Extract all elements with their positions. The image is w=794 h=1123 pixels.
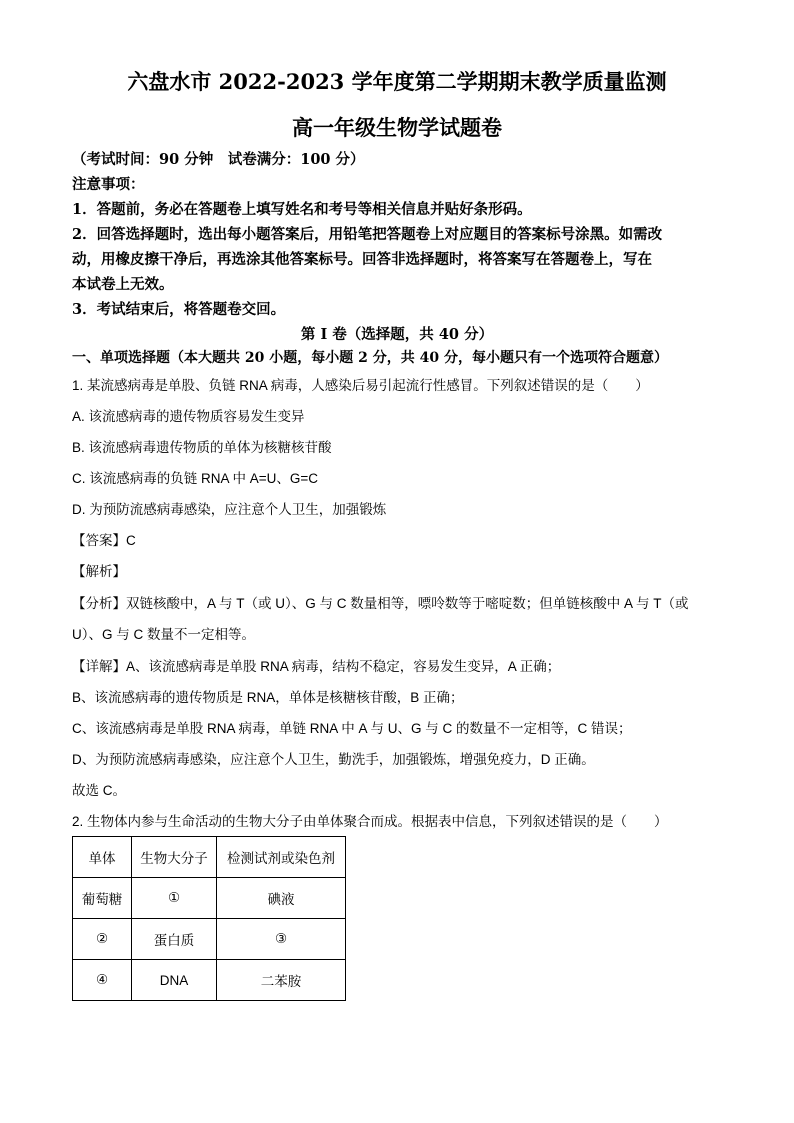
table-cell: ② (73, 919, 132, 960)
notice-item: 2．回答选择题时，选出每小题答案后，用铅笔把答题卷上对应题目的答案标号涂黑。如需改 (72, 226, 663, 243)
table-cell: ③ (217, 919, 346, 960)
fenxi-label: 【分析】 (72, 596, 126, 611)
table-cell: ① (132, 878, 217, 919)
answer-line (72, 529, 136, 549)
section-title: 第 I 卷（选择题，共 40 分） (300, 326, 494, 343)
table-cell: 二苯胺 (217, 960, 346, 1001)
detail-label: 【详解】 (72, 659, 126, 674)
table-header-cell: 检测试剂或染色剂 (217, 837, 346, 878)
fenxi-line (72, 592, 689, 612)
detail-line (72, 655, 560, 675)
notice-item: 1．答题前，务必在答题卷上填写姓名和考号等相关信息并贴好条形码。 (72, 201, 532, 218)
conclusion: 故选 C。 (72, 783, 126, 798)
detail-b: B、该流感病毒的遗传物质是 RNA，单体是核糖核苷酸，B 正确； (72, 690, 464, 705)
notice-heading: 注意事项： (72, 176, 145, 193)
question-1-option-d: D. 为预防流感病毒感染，应注意个人卫生，加强锻炼 (72, 502, 387, 517)
table-cell: 蛋白质 (132, 919, 217, 960)
table-cell: DNA (132, 960, 217, 1001)
question-1-option-a: A. 该流感病毒的遗传物质容易发生变异 (72, 409, 305, 424)
table-cell: 葡萄糖 (73, 878, 132, 919)
fenxi-text-cont: U）、G 与 C 数量不一定相等。 (72, 627, 256, 642)
exam-info: （考试时间：90 分钟 试卷满分：100 分） (72, 151, 365, 168)
table-cell: ④ (73, 960, 132, 1001)
table-row (73, 878, 346, 919)
notice-item: 动，用橡皮擦干净后，再选涂其他答案标号。回答非选择题时，将答案写在答题卷上，写在 (72, 251, 652, 268)
question-1-stem: 1. 某流感病毒是单股、负链 RNA 病毒，人感染后易引起流行性感冒。下列叙述错误的是（ ） (72, 378, 649, 393)
fenxi-text: 双链核酸中，A 与 T（或 U）、G 与 C 数量相等，嘌呤数等于嘧啶数；但单链核酸中 A 与 T（或 (126, 596, 689, 611)
table-header-row (73, 837, 346, 878)
question-2-table (72, 836, 346, 1001)
answer-label: 【答案】 (72, 533, 126, 548)
analysis-label: 【解析】 (72, 564, 126, 579)
table-row (73, 919, 346, 960)
notice-item: 3．考试结束后，将答题卷交回。 (72, 301, 286, 318)
exam-subtitle: 高一年级生物学试题卷 (292, 115, 502, 140)
notice-item: 本试卷上无效。 (72, 276, 174, 293)
question-1-option-b: B. 该流感病毒遗传物质的单体为核糖核苷酸 (72, 440, 332, 455)
detail-d: D、为预防流感病毒感染，应注意个人卫生，勤洗手，加强锻炼，增强免疫力，D 正确。 (72, 752, 595, 767)
table-header-cell: 单体 (73, 837, 132, 878)
table-row (73, 960, 346, 1001)
table-cell: 碘液 (217, 878, 346, 919)
answer-value: C (126, 533, 136, 548)
table-header-cell: 生物大分子 (132, 837, 217, 878)
part-heading: 一、单项选择题（本大题共 20 小题，每小题 2 分，共 40 分，每小题只有一个选项符合题意） (72, 350, 668, 366)
question-2-stem: 2. 生物体内参与生命活动的生物大分子由单体聚合而成。根据表中信息，下列叙述错误的是（ ） (72, 814, 668, 829)
detail-c: C、该流感病毒是单股 RNA 病毒，单链 RNA 中 A 与 U、G 与 C 的数量不一定相等，C 错误； (72, 721, 632, 736)
detail-a: A、该流感病毒是单股 RNA 病毒，结构不稳定，容易发生变异，A 正确； (126, 659, 561, 674)
exam-title: 六盘水市 2022-2023 学年度第二学期期末教学质量监测 (127, 69, 667, 94)
question-1-option-c: C. 该流感病毒的负链 RNA 中 A=U、G=C (72, 471, 319, 486)
